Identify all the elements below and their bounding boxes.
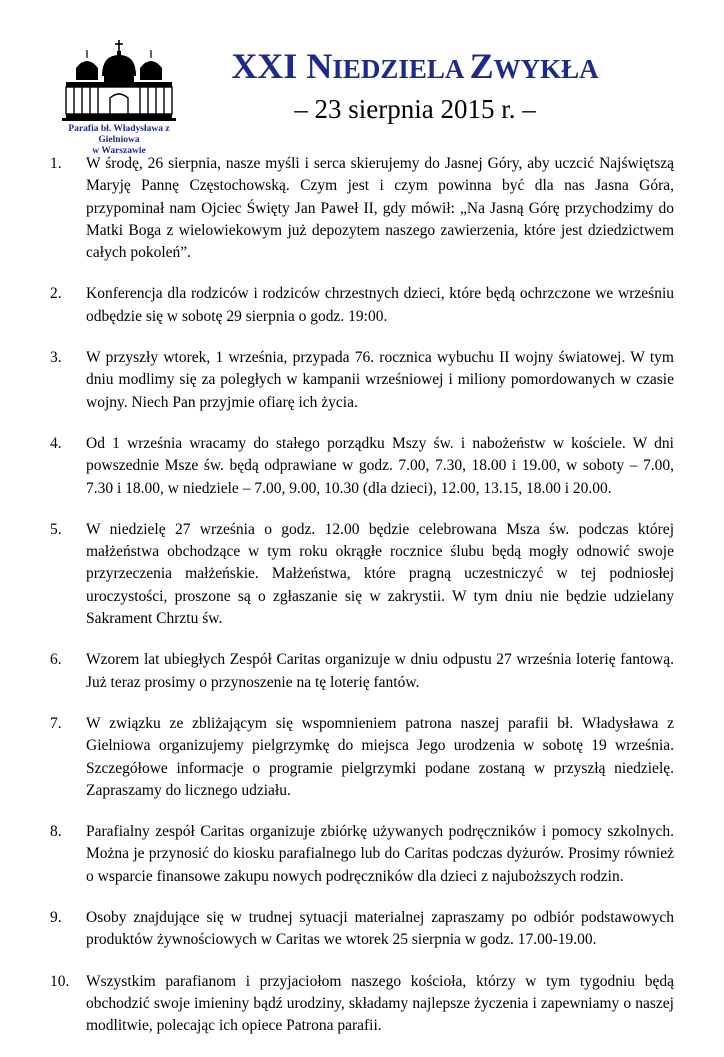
- parish-name: Parafia bł. Władysława z Gielniowa: [68, 124, 170, 145]
- item-text: W środę, 26 sierpnia, nasze myśli i serca skierujemy do Jasnej Góry, aby uczcić Najświętszą Maryję Pannę Częstochowską. Czym jest i czym powinna być dla nas Jasna Góra, przypominał nam Ojciec Święty Jan Paweł II, gdy mówił: „Na Jasną Górę przychodzimy do Matki Boga z wielowiekowym już depozytem naszego zawierzenia, które jest dziedzictwem całych pokoleń”.: [86, 155, 674, 262]
- announcements-list: [50, 153, 674, 1057]
- page-title: [205, 46, 625, 89]
- item-text: Parafialny zespół Caritas organizuje zbiórkę używanych podręczników i pomocy szkolnych. Można je przynosić do kiosku parafialnego lub do Caritas podczas dyżurów. Prosimy również o wsparcie finansowe zakupu nowych podręczników dla dzieci z najuboższych rodzin.: [86, 823, 674, 885]
- title-part: XXI N: [231, 46, 333, 86]
- item-text: Konferencja dla rodziców i rodziców chrzestnych dzieci, które będą ochrzczone we wrześniu odbędzie się w sobotę 29 sierpnia o godz. 19:00.: [86, 285, 674, 325]
- announcement-item: [50, 433, 674, 500]
- item-number: 1.: [50, 155, 62, 172]
- item-text: W przyszły wtorek, 1 września, przypada 76. rocznica wybuchu II wojny światowej. W tym dniu modlimy się za poległych w kampanii wrześniowej i miliony pomordowanych w czasie wojny. Niech Pan przyjmie ofiarę ich życia.: [86, 349, 674, 411]
- item-number: 2.: [50, 285, 62, 303]
- item-number: 5.: [50, 520, 62, 538]
- announcement-item: [50, 971, 674, 1038]
- title-part: IEDZIELA: [332, 54, 470, 84]
- item-number: 8.: [50, 823, 62, 841]
- title-part: WYKŁA: [493, 54, 599, 84]
- announcement-item: [50, 519, 674, 630]
- item-number: 6.: [50, 651, 62, 669]
- item-text: W niedzielę 27 września o godz. 12.00 będzie celebrowana Msza św. podczas której małżeństwa obchodzące w tym roku okrągłe rocznice ślubu będą mogły odnowić swoje przyrzeczenia małżeńskie. Małżeństwa, które pragną uczestniczyć w tej podniosłej uroczystości, proszone są o zgłaszanie się w zakrystii. W tym dniu nie będzie udzielany Sakrament Chrztu św.: [86, 520, 674, 628]
- announcement-item: [50, 649, 674, 694]
- item-number: 3.: [50, 349, 62, 367]
- announcement-item: [50, 283, 674, 328]
- church-icon: [60, 38, 178, 122]
- announcement-item: [50, 153, 674, 264]
- item-number: 4.: [50, 434, 62, 452]
- item-number: 10.: [50, 972, 70, 990]
- item-text: Wzorem lat ubiegłych Zespół Caritas organizuje w dniu odpustu 27 września loterię fantową. Już teraz prosimy o przynoszenie na tę loterię fantów.: [86, 651, 674, 691]
- parish-logo: [48, 38, 190, 157]
- announcement-item: [50, 907, 674, 952]
- item-text: Wszystkim parafianom i przyjaciołom naszego kościoła, którzy w tym tygodniu będą obchodzić swoje imieniny bądź urodziny, składamy najlepsze życzenia i zapewniamy o naszej modlitwie, polecając ich opiece Patrona parafii.: [86, 972, 674, 1035]
- item-text: Od 1 września wracamy do stałego porządku Mszy św. i nabożeństw w kościele. W dni powszednie Msze św. będą odprawiane w godz. 7.00, 7.30, 18.00 i 19.00, w soboty – 7.00, 7.30 i 18.00, w niedziele – 7.00, 9.00, 10.30 (dla dzieci), 12.00, 13.15, 18.00 i 20.00.: [86, 434, 674, 497]
- date-line: – 23 sierpnia 2015 r. –: [294, 94, 536, 124]
- announcement-item: [50, 347, 674, 414]
- parish-city: w Warszawie: [92, 146, 146, 156]
- item-number: 7.: [50, 714, 62, 732]
- announcement-item: [50, 713, 674, 802]
- announcement-item: [50, 821, 674, 888]
- item-number: 9.: [50, 909, 62, 927]
- title-part: Z: [469, 46, 494, 86]
- item-text: Osoby znajdujące się w trudnej sytuacji materialnej zapraszamy po odbiór podstawowych produktów żywnościowych w Caritas we wtorek 25 sierpnia w godz. 17.00-19.00.: [86, 909, 674, 949]
- item-text: W związku ze zbliżającym się wspomnieniem patrona naszej parafii bł. Władysława z Gielniowa organizujemy pielgrzymkę do miejsca Jego urodzenia w sobotę 19 września. Szczegółowe informacje o programie pielgrzymki podane zostaną w przyszłą niedzielę. Zapraszamy do licznego udziału.: [86, 714, 674, 799]
